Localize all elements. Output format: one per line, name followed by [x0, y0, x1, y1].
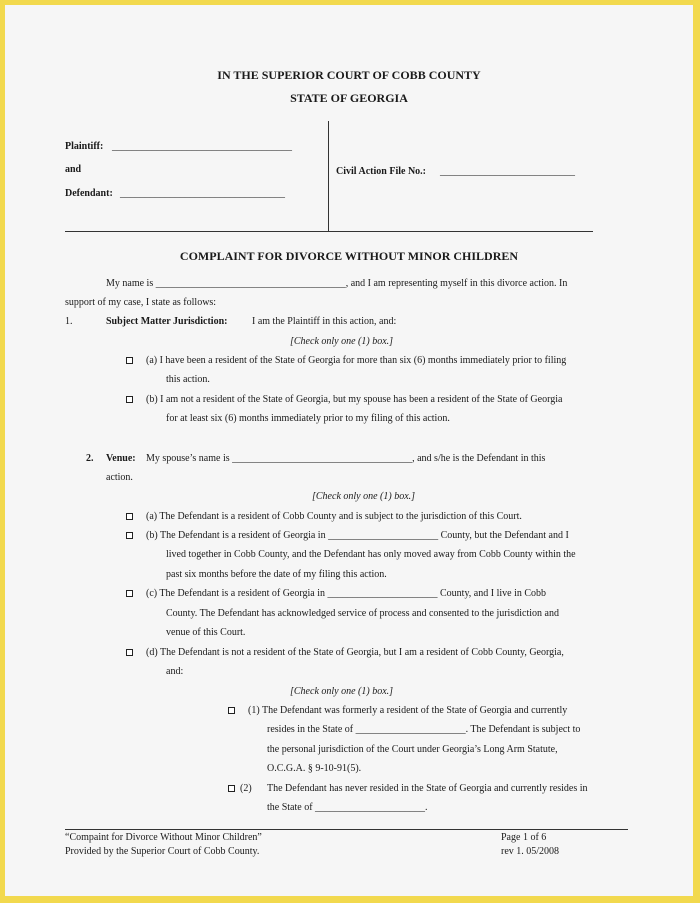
section-2d1-line-3: the personal jurisdiction of the Court under Georgia’s Long Arm Statute, — [267, 744, 558, 755]
section-2c-line-3: venue of this Court. — [166, 627, 246, 638]
section-2c-line-1: (c) The Defendant is a resident of Georgia in ______________________ County, and I live in Cobb — [146, 588, 547, 599]
caption-rule — [65, 231, 593, 232]
section-2b-line-3: past six months before the date of my filing this action. — [166, 569, 387, 580]
section-1a-line-1: (a) I have been a resident of the State of Georgia for more than six (6) months immediately prior to filing — [146, 355, 567, 366]
document-title: COMPLAINT FOR DIVORCE WITHOUT MINOR CHILDREN — [179, 249, 519, 263]
section-2c-checkbox[interactable] — [126, 590, 133, 597]
section-2-text-line-2: action. — [106, 472, 133, 483]
section-2b-checkbox[interactable] — [126, 532, 133, 539]
section-2d-checkbox[interactable] — [126, 649, 133, 656]
section-1b-line-2: for at least six (6) months immediately prior to my filing of this action. — [166, 413, 450, 424]
section-2a-checkbox[interactable] — [126, 513, 133, 520]
civil-action-label: Civil Action File No.: — [336, 166, 426, 177]
section-2d1-line-4: O.C.G.A. § 9-10-91(5). — [267, 763, 362, 774]
section-2d1-checkbox[interactable] — [228, 707, 235, 714]
defendant-label: Defendant: — [65, 188, 113, 199]
footer-page-number: Page 1 of 6 — [501, 832, 547, 843]
section-2d1-line-2: resides in the State of ______________________. The Defendant is subject to — [267, 724, 581, 735]
defendant-field[interactable]: _________________________________ — [120, 188, 285, 199]
intro-line-2: support of my case, I state as follows: — [65, 297, 217, 308]
footer-left-line-1: “Compaint for Divorce Without Minor Children” — [65, 832, 262, 843]
plaintiff-field[interactable]: ____________________________________ — [112, 141, 292, 152]
section-2-number: 2. — [86, 453, 94, 464]
section-2-heading: Venue: — [106, 453, 136, 464]
section-1a-checkbox[interactable] — [126, 357, 133, 364]
section-2d1-line-1: (1) The Defendant was formerly a resident of the State of Georgia and currently — [248, 705, 568, 716]
footer-revision: rev 1. 05/2008 — [501, 846, 560, 857]
footer-rule — [65, 829, 628, 830]
section-2-text: My spouse’s name is ____________________________________, and s/he is the Defendant in this — [146, 453, 546, 464]
document-page — [5, 5, 693, 896]
section-2c-line-2: County. The Defendant has acknowledged service of process and consented to the jurisdiction and — [166, 608, 559, 619]
section-2d-line-1: (d) The Defendant is not a resident of the State of Georgia, but I am a resident of Cobb County, Georgia, — [146, 647, 564, 658]
intro-line-1: My name is ______________________________________, and I am representing myself in this divorce action. In — [106, 278, 568, 289]
section-2d2-line-2: the State of ______________________. — [267, 802, 428, 813]
section-1a-line-2: this action. — [166, 374, 210, 385]
section-1-check-note: [Check only one (1) box.] — [290, 336, 394, 347]
section-2d-line-2: and: — [166, 666, 184, 677]
section-2b-line-1: (b) The Defendant is a resident of Georgia in ______________________ County, but the Defendant and I — [146, 530, 569, 541]
and-label: and — [65, 164, 82, 175]
footer-left-line-2: Provided by the Superior Court of Cobb County. — [65, 846, 260, 857]
section-2d-check-note: [Check only one (1) box.] — [290, 686, 394, 697]
civil-action-field[interactable]: ___________________________ — [440, 166, 575, 177]
court-heading: IN THE SUPERIOR COURT OF COBB COUNTY — [217, 68, 481, 82]
section-1-number: 1. — [65, 316, 73, 327]
section-1b-checkbox[interactable] — [126, 396, 133, 403]
section-2d2-label: (2) — [240, 783, 252, 794]
section-2d2-line-1: The Defendant has never resided in the State of Georgia and currently resides in — [267, 783, 588, 794]
state-heading: STATE OF GEORGIA — [290, 91, 408, 105]
section-2b-line-2: lived together in Cobb County, and the Defendant has only moved away from Cobb County within the — [166, 549, 576, 560]
section-2-check-note: [Check only one (1) box.] — [312, 491, 416, 502]
section-2d2-checkbox[interactable] — [228, 785, 235, 792]
section-2a-text: (a) The Defendant is a resident of Cobb County and is subject to the jurisdiction of this Court. — [146, 511, 522, 522]
section-1-text: I am the Plaintiff in this action, and: — [252, 316, 397, 327]
section-1-heading: Subject Matter Jurisdiction: — [106, 316, 228, 327]
section-1b-line-1: (b) I am not a resident of the State of Georgia, but my spouse has been a resident of the State of Georgia — [146, 394, 563, 405]
plaintiff-label: Plaintiff: — [65, 141, 104, 152]
caption-divider — [328, 121, 329, 231]
